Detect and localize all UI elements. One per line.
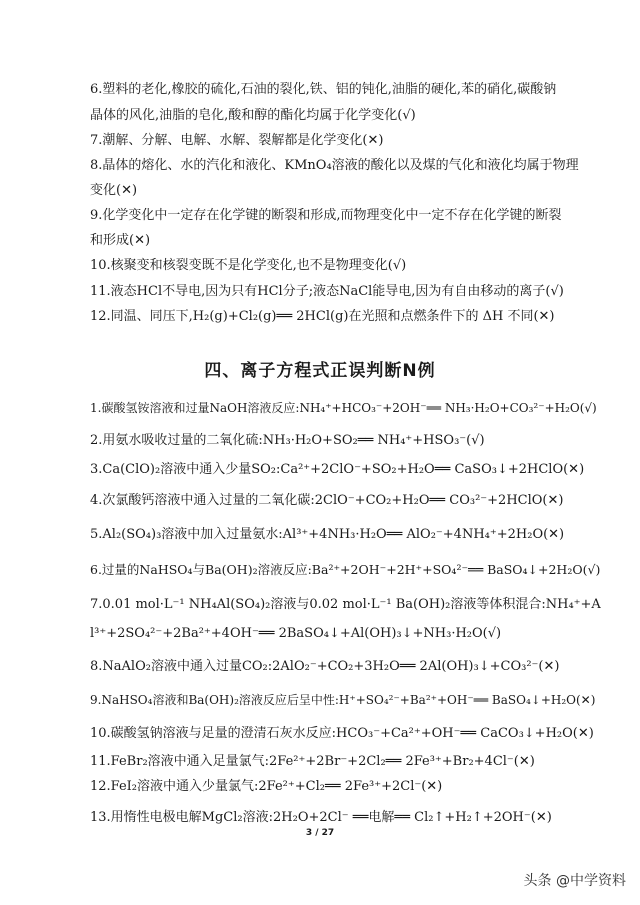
equation-line-1: 1.碳酸氢铵溶液和过量NaOH溶液反应:NH₄⁺+HCO₃⁻+2OH⁻══ NH₃·H₂O+CO₃²⁻+H₂O(√) <box>90 401 597 415</box>
text-line-8b: 变化(✕) <box>90 183 138 198</box>
text-line-10: 10.核聚变和核裂变既不是化学变化,也不是物理变化(√) <box>90 258 407 273</box>
equation-line-10: 10.碳酸氢钠溶液与足量的澄清石灰水反应:HCO₃⁻+Ca²⁺+OH⁻══ CaCO₃↓+H₂O(✕) <box>90 726 594 741</box>
text-line-11: 11.液态HCl不导电,因为只有HCl分子;液态NaCl能导电,因为有自由移动的离子(√) <box>90 284 564 299</box>
equation-line-8: 8.NaAlO₂溶液中通入过量CO₂:2AlO₂⁻+CO₂+3H₂O══ 2Al(OH)₃↓+CO₃²⁻(✕) <box>90 659 560 674</box>
text-line-7: 7.潮解、分解、电解、水解、裂解都是化学变化(✕) <box>90 133 384 148</box>
text-line-6a: 6.塑料的老化,橡胶的硫化,石油的裂化,铁、铝的钝化,油脂的硬化,苯的硝化,碳酸钠 <box>90 82 557 97</box>
watermark: 头条 @中学资料 <box>523 873 626 889</box>
equation-line-9: 9.NaHSO₄溶液和Ba(OH)₂溶液反应后呈中性:H⁺+SO₄²⁻+Ba²⁺+OH⁻══ BaSO₄↓+H₂O(✕) <box>90 693 596 707</box>
equation-line-2: 2.用氨水吸收过量的二氧化硫:NH₃·H₂O+SO₂══ NH₄⁺+HSO₃⁻(√) <box>90 433 485 448</box>
equation-line-5: 5.Al₂(SO₄)₃溶液中加入过量氨水:Al³⁺+4NH₃·H₂O══ AlO₂⁻+4NH₄⁺+2H₂O(✕) <box>90 527 565 542</box>
equation-line-3: 3.Ca(ClO)₂溶液中通入少量SO₂:Ca²⁺+2ClO⁻+SO₂+H₂O══ CaSO₃↓+2HClO(✕) <box>90 462 585 477</box>
text-line-9a: 9.化学变化中一定存在化学键的断裂和形成,而物理变化中一定不存在化学键的断裂 <box>90 208 562 223</box>
equation-line-7b: l³⁺+2SO₄²⁻+2Ba²⁺+4OH⁻══ 2BaSO₄↓+Al(OH)₃↓+NH₃·H₂O(√) <box>90 626 502 641</box>
text-line-6b: 晶体的风化,油脂的皂化,酸和醇的酯化均属于化学变化(√) <box>90 108 416 123</box>
text-line-12: 12.同温、同压下,H₂(g)+Cl₂(g)══ 2HCl(g)在光照和点燃条件下的 ΔH 不同(✕) <box>90 309 555 324</box>
section-title: 四、离子方程式正误判断N例 <box>204 361 436 381</box>
equation-line-7a: 7.0.01 mol·L⁻¹ NH₄Al(SO₄)₂溶液与0.02 mol·L⁻¹ Ba(OH)₂溶液等体积混合:NH₄⁺+A <box>90 597 601 612</box>
text-line-8a: 8.晶体的熔化、水的汽化和液化、KMnO₄溶液的酸化以及煤的气化和液化均属于物理 <box>90 158 579 173</box>
page-number: 3 / 27 <box>305 828 335 838</box>
equation-line-4: 4.次氯酸钙溶液中通入过量的二氧化碳:2ClO⁻+CO₂+H₂O══ CO₃²⁻+2HClO(✕) <box>90 493 564 508</box>
equation-line-13: 13.用惰性电极电解MgCl₂溶液:2H₂O+2Cl⁻ ══电解══ Cl₂↑+H₂↑+2OH⁻(✕) <box>90 810 552 825</box>
text-line-9b: 和形成(✕) <box>90 233 151 248</box>
equation-line-11: 11.FeBr₂溶液中通入足量氯气:2Fe²⁺+2Br⁻+2Cl₂══ 2Fe³⁺+Br₂+4Cl⁻(✕) <box>90 754 535 769</box>
equation-line-6: 6.过量的NaHSO₄与Ba(OH)₂溶液反应:Ba²⁺+2OH⁻+2H⁺+SO₄²⁻══ BaSO₄↓+2H₂O(√) <box>90 562 601 577</box>
equation-line-12: 12.FeI₂溶液中通入少量氯气:2Fe²⁺+Cl₂══ 2Fe³⁺+2Cl⁻(✕) <box>90 779 443 794</box>
